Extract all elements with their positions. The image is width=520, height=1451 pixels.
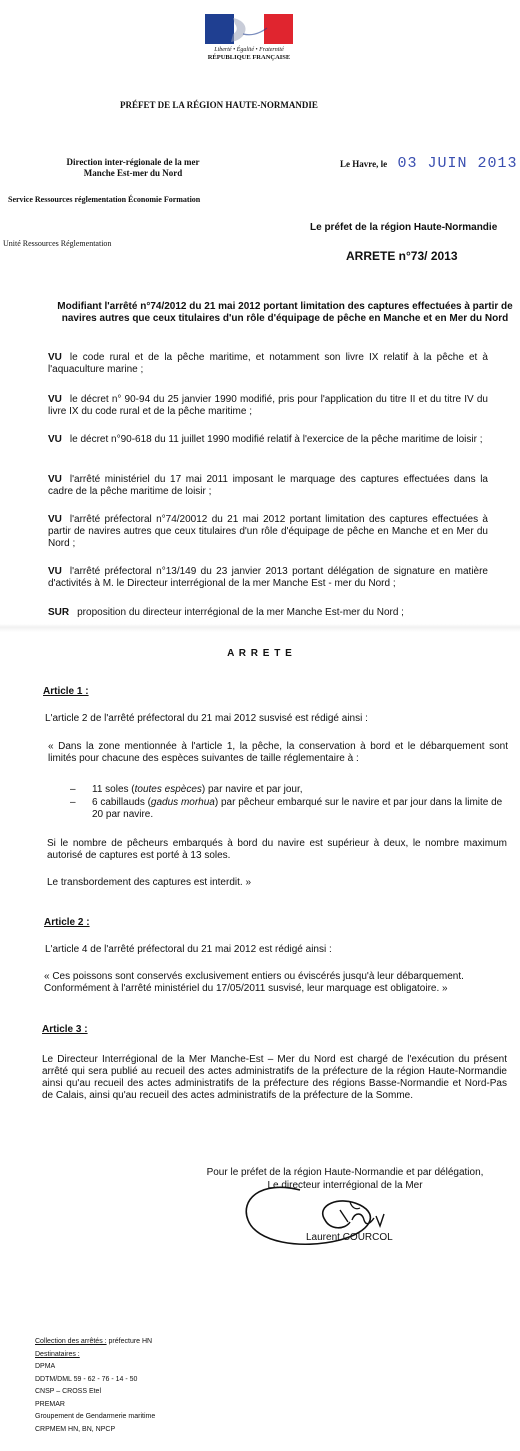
prefect-heading: PRÉFET DE LA RÉGION HAUTE-NORMANDIE	[120, 100, 318, 110]
article-3-title: Article 3 :	[42, 1024, 88, 1035]
date-stamp: 03 JUIN 2013	[397, 155, 518, 172]
consideration-4	[48, 474, 488, 498]
consideration-text: proposition du directeur interrégional de la mer Manche Est-mer du Nord ;	[77, 607, 404, 618]
limit-text: 11 soles (	[92, 784, 135, 795]
article-1-title: Article 1 :	[43, 686, 89, 697]
article-1-extra: Si le nombre de pêcheurs embarqués à bord du navire est supérieur à deux, le nombre maximum autorisé de captures est porté à 13 soles.	[47, 838, 507, 861]
tricolor-flag-icon	[203, 14, 295, 44]
consideration-3	[48, 434, 488, 446]
direction-line-2: Manche Est-mer du Nord	[83, 168, 183, 178]
collection-line	[35, 1336, 155, 1349]
direction-line-1: Direction inter-régionale de la mer	[66, 157, 200, 167]
article-1-intro: L'article 2 de l'arrêté préfectoral du 21 mai 2012 susvisé est rédigé ainsi :	[45, 713, 368, 724]
service-line: Service Ressources réglementation Économie Formation	[8, 195, 201, 204]
consideration-6	[48, 566, 488, 590]
marianne-logo	[203, 14, 295, 61]
species-name: gadus morhua	[150, 797, 215, 808]
recipient-item: DDTM/DML 59 - 62 - 76 - 14 - 50	[35, 1375, 138, 1383]
limit-text: ) par pêcheur embarqué sur le navire et par jour dans la limite de 20 par navire.	[92, 797, 503, 820]
republic-name: RÉPUBLIQUE FRANÇAISE	[207, 54, 291, 61]
limit-text: ) par navire et par jour,	[201, 784, 303, 795]
place-date	[340, 154, 518, 172]
article-1-quote: « Dans la zone mentionnée à l'article 1, la pêche, la conservation à bord et le débarquement sont limités pour chacune des espèces suivantes de taille réglementaire à :	[48, 741, 508, 764]
consideration-keyword: VU	[48, 394, 62, 405]
direction-block	[48, 157, 218, 179]
republic-motto: Liberté • Égalité • Fraternité	[214, 47, 284, 53]
consideration-keyword: VU	[48, 434, 62, 445]
consideration-text: le décret n°90-618 du 11 juillet 1990 modifié relatif à l'exercice de la pêche maritime de loisir ;	[69, 434, 483, 445]
recipient-item: CNSP – CROSS Etel	[35, 1388, 102, 1395]
article-1-closing: Le transbordement des captures est interdit. »	[47, 877, 252, 888]
consideration-text: l'arrêté préfectoral n°74/20012 du 21 mai 2012 portant limitation des captures effectuées à partir de navires autres que ceux titulaires d'un rôle d'équipage de pêche en Manche et en Mer du Nord ;	[48, 514, 488, 549]
arrete-heading: A R R E T E	[227, 648, 293, 659]
limit-item-soles	[70, 784, 510, 796]
consideration-text: le décret n° 90-94 du 25 janvier 1990 modifié, pris pour l'application du titre II et du titre IV du livre IX du code rural et de la pêche maritime ;	[48, 394, 488, 417]
collection-label: Collection des arrêtés :	[35, 1338, 107, 1345]
page-fold	[0, 624, 520, 632]
signatory-name: Laurent COURCOL	[306, 1232, 393, 1243]
limit-text: 6 cabillauds (	[92, 797, 151, 808]
consideration-2	[48, 394, 488, 418]
consideration-5	[48, 514, 488, 550]
issuing-authority: Le préfet de la région Haute-Normandie	[310, 222, 498, 233]
distribution-footer	[35, 1336, 155, 1436]
place-date-prefix: Le Havre, le	[340, 159, 388, 169]
consideration-text: l'arrêté préfectoral n°13/149 du 23 janvier 2013 portant délégation de signature en matière d'activités à M. le Directeur interrégional de la mer Manche Est - mer du Nord ;	[48, 566, 488, 589]
unit-line: Unité Ressources Réglementation	[3, 239, 112, 248]
consideration-text: l'arrêté ministériel du 17 mai 2011 imposant le marquage des captures effectuées dans la cadre de la pêche maritime de loisir ;	[48, 474, 488, 497]
collection-value: préfecture HN	[106, 1338, 153, 1345]
consideration-keyword: VU	[48, 474, 62, 485]
limit-item-cod	[70, 797, 510, 821]
article-2-title: Article 2 :	[44, 917, 90, 928]
recipient-item: CRPMEM HN, BN, NPCP	[35, 1425, 116, 1433]
recipient-item: DPMA	[35, 1363, 56, 1370]
consideration-keyword: VU	[48, 514, 62, 525]
consideration-keyword: VU	[48, 352, 62, 363]
consideration-keyword: VU	[48, 566, 62, 577]
decree-subject: Modifiant l'arrêté n°74/2012 du 21 mai 2012 portant limitation des captures effectuées à partir de navires autres que ceux titulaires d'un rôle d'équipage de pêche en Manche et en Mer du Nord	[57, 301, 513, 324]
consideration-keyword: SUR	[48, 607, 70, 618]
handwritten-signature-icon	[230, 1160, 400, 1260]
signature-delegation: Pour le préfet de la région Haute-Normandie et par délégation,	[206, 1167, 484, 1178]
dash-bullet-icon: –	[70, 797, 76, 808]
article-3-text: Le Directeur Interrégional de la Mer Manche-Est – Mer du Nord est chargé de l'exécution du présent arrêté qui sera publié au recueil des actes administratifs de la préfecture de la région Haute-Normandie ainsi qu'au recueil des actes administratifs de la préfecture des régions Basse-Normandie et Nord-Pas de Calais, ainsi qu'au recueil des actes administratifs de la préfecture de la Somme.	[42, 1054, 507, 1101]
consideration-text: le code rural et de la pêche maritime, et notamment son livre IX relatif à la pêche et à l'aquaculture marine ;	[48, 352, 488, 375]
dash-bullet-icon: –	[70, 784, 76, 795]
consideration-1	[48, 352, 488, 376]
species-name: toutes espèces	[134, 784, 202, 795]
recipients-label: Destinataires :	[35, 1350, 80, 1358]
decree-number: ARRETE n°73/ 2013	[346, 249, 458, 263]
recipient-item: PREMAR	[35, 1400, 65, 1408]
signature-title: Le directeur interrégional de la Mer	[267, 1180, 423, 1191]
article-2-quote: « Ces poissons sont conservés exclusivement entiers ou éviscérés jusqu'à leur débarquement. Conformément à l'arrêté ministériel du 17/05/2011 susvisé, leur marquage est obligatoire. »	[44, 971, 464, 994]
article-2-intro: L'article 4 de l'arrêté préfectoral du 21 mai 2012 est rédigé ainsi :	[45, 944, 332, 955]
consideration-7	[48, 607, 488, 619]
recipient-item: Groupement de Gendarmerie maritime	[35, 1413, 156, 1420]
